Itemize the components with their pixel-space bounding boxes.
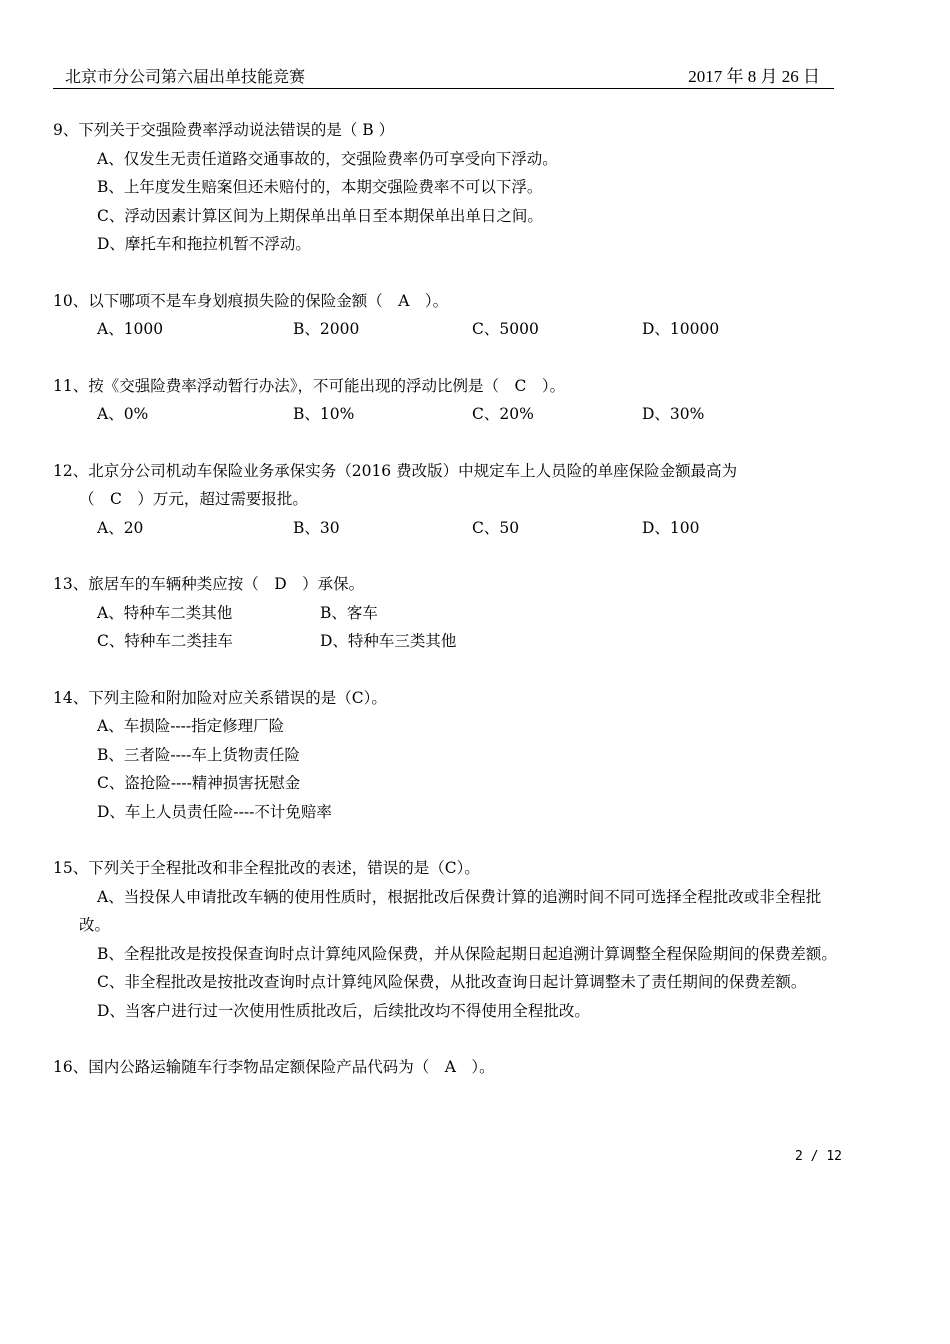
- option-a: A、仅发生无责任道路交通事故的，交强险费率仍可享受向下浮动。: [97, 149, 558, 168]
- page-number: 2 / 12: [795, 1149, 842, 1164]
- option-a: A、0%: [97, 405, 149, 423]
- option-b: B、30: [293, 518, 340, 537]
- header-date: 2017 年 8 月 26 日: [688, 67, 820, 86]
- question-stem-continued: （ C ）万元，超过需要报批。: [79, 490, 308, 508]
- question-stem: 10、以下哪项不是车身划痕损失险的保险金额（ A ）。: [53, 291, 449, 310]
- question-stem: 12、北京分公司机动车保险业务承保实务（2016 费改版）中规定车上人员险的单座保险金额最高为: [53, 461, 738, 480]
- option-c: C、浮动因素计算区间为上期保单出单日至本期保单出单日之间。: [97, 206, 543, 225]
- option-a: A、特种车二类其他: [97, 603, 233, 622]
- option-b: B、全程批改是按投保查询时点计算纯风险保费，并从保险起期日起追溯计算调整全程保险期间的保费差额。: [97, 944, 837, 963]
- option-c: C、5000: [472, 320, 539, 338]
- option-a: A、当投保人申请批改车辆的使用性质时，根据批改后保费计算的追溯时间不同可选择全程批改或非全程批改。: [79, 887, 822, 934]
- question-14: [53, 684, 838, 827]
- question-stem: 15、下列关于全程批改和非全程批改的表述，错误的是（C）。: [53, 859, 480, 877]
- option-c: C、盗抢险----精神损害抚慰金: [97, 774, 301, 792]
- option-a: A、车损险----指定修理厂险: [97, 717, 285, 735]
- question-stem: 13、旅居车的车辆种类应按（ D ）承保。: [53, 575, 365, 593]
- option-row: [53, 627, 838, 656]
- question-11: [53, 372, 838, 429]
- option-row: [53, 599, 838, 628]
- question-16: [53, 1053, 838, 1082]
- option-c: C、20%: [472, 405, 534, 423]
- option-b: B、客车: [320, 603, 378, 622]
- option-b: B、上年度发生赔案但还未赔付的，本期交强险费率不可以下浮。: [97, 178, 543, 196]
- option-c: C、特种车二类挂车: [97, 632, 233, 650]
- option-a: A、20: [97, 518, 144, 537]
- header-organization: 北京市分公司第六届出单技能竞赛: [65, 69, 306, 86]
- option-c: C、非全程批改是按批改查询时点计算纯风险保费，从批改查询日起计算调整未了责任期间的保费差额。: [97, 973, 807, 991]
- question-10: [53, 287, 838, 344]
- question-12: [53, 457, 838, 543]
- question-15: [53, 854, 838, 1025]
- question-13: [53, 570, 838, 656]
- option-row: [53, 514, 838, 543]
- option-a: A、1000: [97, 320, 164, 338]
- option-d: D、30%: [642, 405, 705, 423]
- question-stem: 9、下列关于交强险费率浮动说法错误的是（ B ）: [53, 121, 395, 139]
- option-b: B、2000: [293, 320, 360, 338]
- option-c: C、50: [472, 518, 520, 537]
- option-d: D、特种车三类其他: [320, 632, 457, 650]
- page-header: [53, 60, 834, 89]
- option-d: D、100: [642, 518, 700, 537]
- option-d: D、10000: [642, 320, 720, 338]
- option-row: [53, 315, 838, 344]
- option-d: D、当客户进行过一次使用性质批改后，后续批改均不得使用全程批改。: [97, 1001, 590, 1020]
- option-b: B、三者险----车上货物责任险: [97, 745, 300, 764]
- question-9: [53, 116, 838, 259]
- option-b: B、10%: [293, 405, 355, 423]
- question-stem: 11、按《交强险费率浮动暂行办法》，不可能出现的浮动比例是（ C ）。: [53, 376, 566, 395]
- option-d: D、车上人员责任险----不计免赔率: [97, 802, 332, 821]
- question-stem: 16、国内公路运输随车行李物品定额保险产品代码为（ A ）。: [53, 1058, 495, 1076]
- option-d: D、摩托车和拖拉机暂不浮动。: [97, 235, 311, 253]
- question-list: [53, 116, 838, 1110]
- question-stem: 14、下列主险和附加险对应关系错误的是（C）。: [53, 688, 387, 707]
- option-row: [53, 400, 838, 429]
